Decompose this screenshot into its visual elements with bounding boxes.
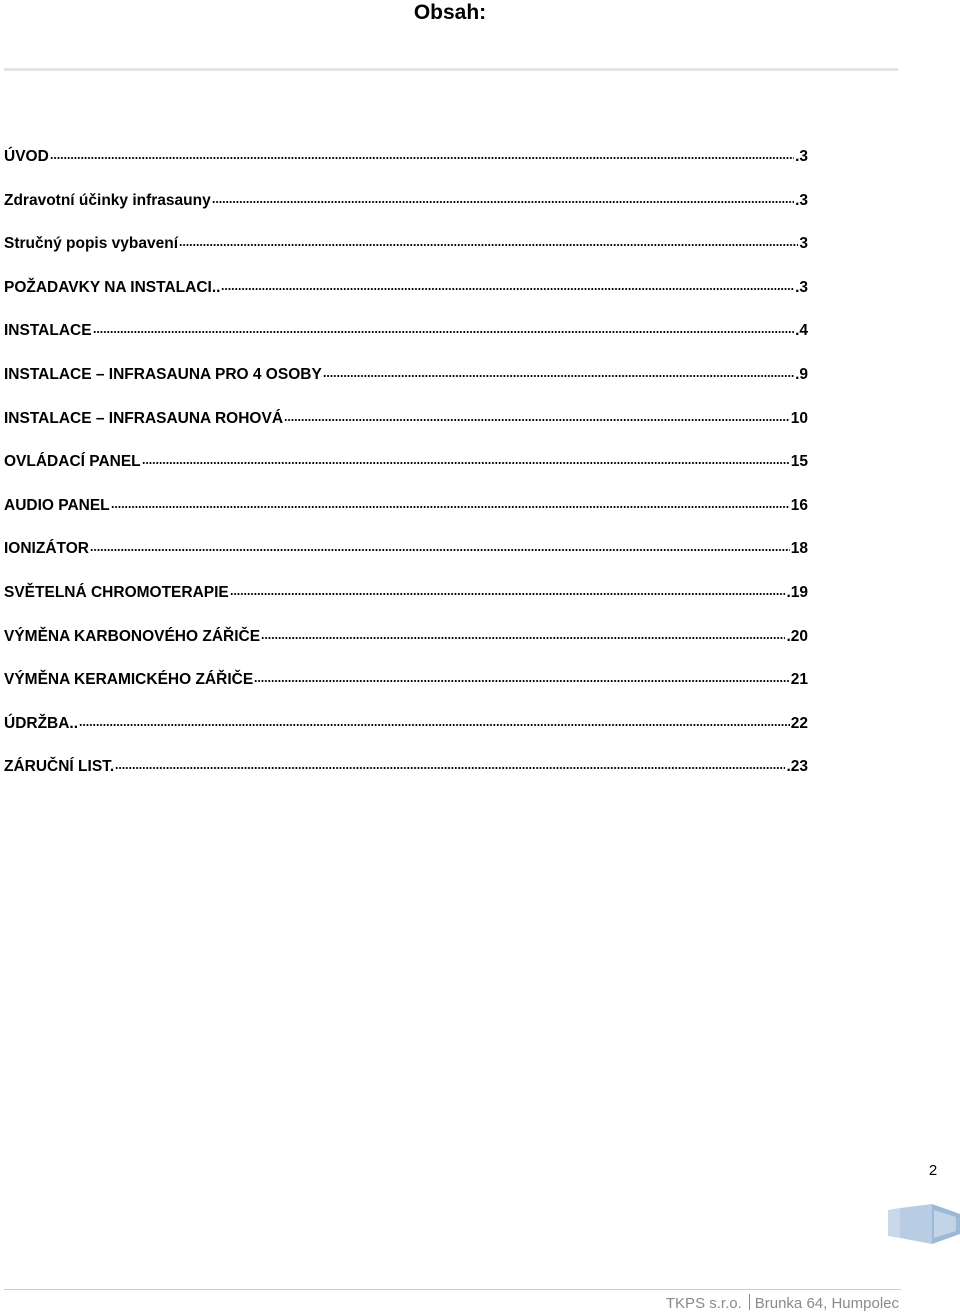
toc-entry-page: .9 (795, 365, 808, 383)
toc-entry[interactable] (4, 708, 808, 752)
toc-dot-leader (261, 621, 785, 641)
toc-entry-label: INSTALACE – INFRASAUNA PRO 4 OSOBY (4, 365, 322, 383)
toc-entry-page: .20 (786, 627, 808, 645)
toc-entry-label: VÝMĚNA KERAMICKÉHO ZÁŘIČE (4, 671, 254, 689)
toc-entry[interactable] (4, 359, 808, 403)
page-number: 2 (928, 1162, 938, 1179)
toc-entry[interactable] (4, 446, 808, 490)
footer-address: Brunka 64, Humpolec (754, 1295, 899, 1312)
toc-dot-leader (254, 664, 790, 684)
toc-entry-page: .3 (795, 191, 808, 209)
toc-entry-label: INSTALACE (4, 322, 92, 340)
toc-dot-leader (50, 141, 794, 161)
toc-entry-page: 18 (790, 540, 808, 558)
page-title: Obsah: (413, 1, 487, 24)
toc-entry-label: Stručný popis vybavení (4, 235, 178, 253)
toc-entry[interactable] (4, 664, 808, 708)
toc-dot-leader (284, 403, 790, 423)
toc-entry-label: ZÁRUČNÍ LIST. (4, 758, 115, 776)
toc-entry-page: .23 (786, 758, 808, 776)
toc-entry-label: IONIZÁTOR (4, 540, 89, 558)
toc-entry-page: 15 (790, 453, 808, 471)
footer-separator (749, 1294, 750, 1310)
corner-decoration-icon (888, 1204, 960, 1244)
toc-entry-label: POŽADAVKY NA INSTALACI.. (4, 278, 221, 296)
toc-entry-page: 3 (799, 235, 808, 253)
toc-dot-leader (90, 533, 790, 553)
toc-dot-leader (111, 490, 790, 510)
toc-entry-page: .4 (795, 322, 808, 340)
toc-entry-label: SVĚTELNÁ CHROMOTERAPIE (4, 583, 229, 601)
toc-dot-leader (79, 708, 790, 728)
toc-entry-label: OVLÁDACÍ PANEL (4, 453, 141, 471)
toc-dot-leader (93, 315, 795, 335)
header-divider (4, 68, 898, 71)
toc-entry[interactable] (4, 403, 808, 447)
toc-entry[interactable] (4, 490, 808, 534)
toc-entry[interactable] (4, 621, 808, 665)
toc-entry[interactable] (4, 577, 808, 621)
toc-entry-page: .19 (786, 583, 808, 601)
toc-entry[interactable] (4, 228, 808, 272)
footer-divider (4, 1289, 901, 1290)
toc-dot-leader (212, 185, 794, 205)
toc-entry[interactable] (4, 185, 808, 229)
toc-entry-page: 21 (790, 671, 808, 689)
toc-dot-leader (323, 359, 794, 379)
toc-dot-leader (179, 228, 798, 248)
table-of-contents (4, 141, 808, 795)
toc-entry[interactable] (4, 315, 808, 359)
toc-entry-label: ÚVOD (4, 148, 49, 165)
footer-company: TKPS s.r.o. (665, 1295, 742, 1312)
toc-entry-label: Zdravotní účinky infrasauny (4, 191, 211, 209)
toc-entry[interactable] (4, 751, 808, 795)
toc-entry-page: .3 (795, 278, 808, 296)
toc-dot-leader (142, 446, 790, 466)
toc-entry[interactable] (4, 272, 808, 316)
toc-dot-leader (221, 272, 794, 292)
toc-entry[interactable] (4, 141, 808, 185)
toc-entry-page: .3 (795, 148, 808, 165)
toc-entry-label: INSTALACE – INFRASAUNA ROHOVÁ (4, 409, 284, 427)
toc-entry[interactable] (4, 533, 808, 577)
toc-entry-page: 10 (790, 409, 808, 427)
toc-entry-label: VÝMĚNA KARBONOVÉHO ZÁŘIČE (4, 627, 261, 645)
toc-dot-leader (230, 577, 786, 597)
page-footer (666, 1294, 899, 1312)
toc-entry-label: AUDIO PANEL (4, 496, 110, 514)
toc-entry-page: 16 (790, 496, 808, 514)
toc-entry-page: 22 (790, 714, 808, 732)
toc-dot-leader (115, 751, 785, 771)
toc-entry-label: ÚDRŽBA.. (4, 714, 79, 732)
